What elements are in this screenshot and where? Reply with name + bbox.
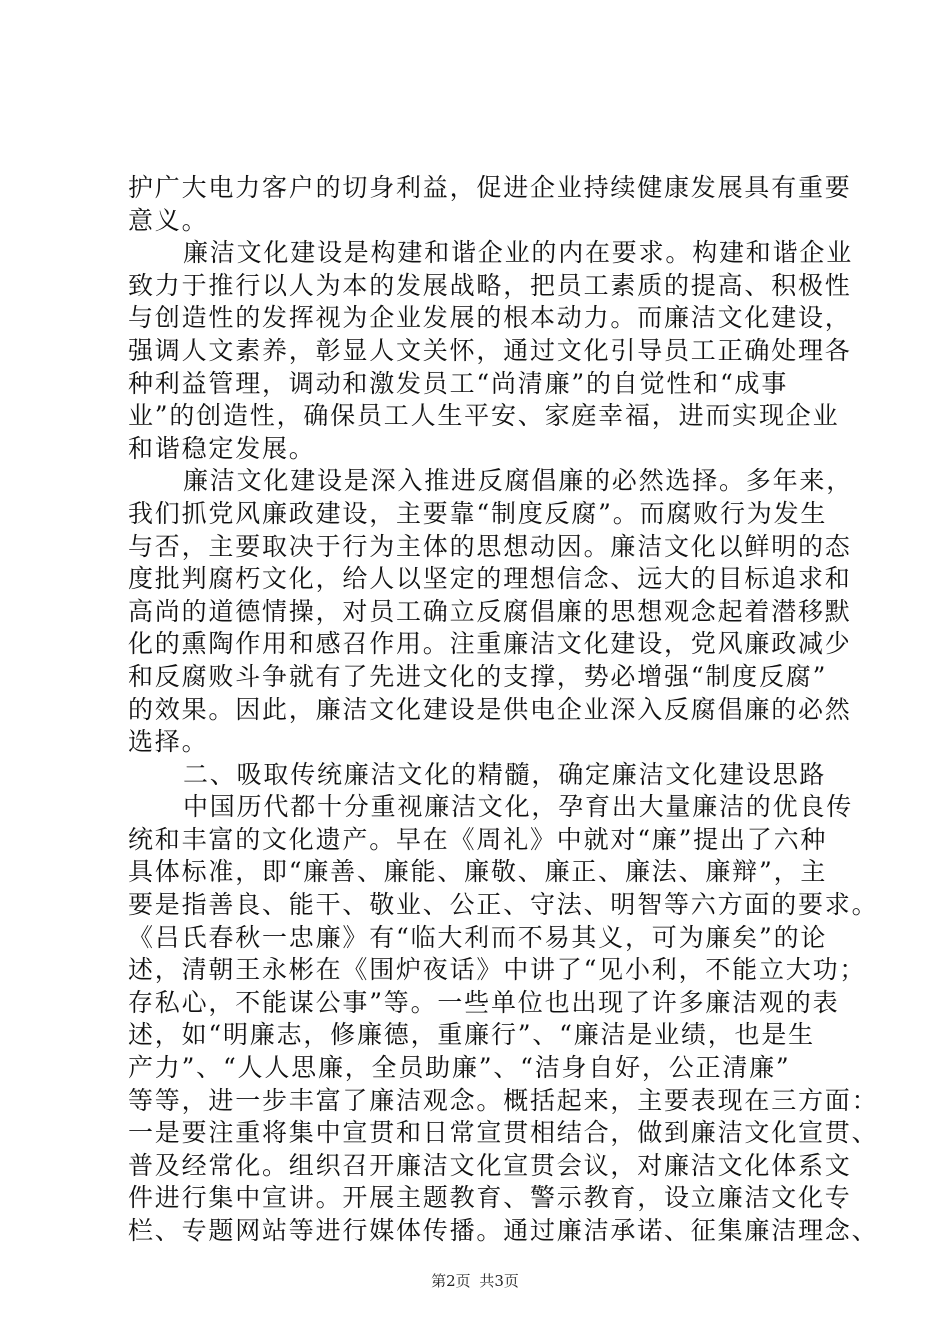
text-line: 和反腐败斗争就有了先进文化的支撑，势必增强“制度反腐” [128,661,828,691]
text-line: 普及经常化。组织召开廉洁文化宣贯会议，对廉洁文化体系文 [128,1150,852,1180]
text-line: 存私心，不能谋公事”等。一些单位也出现了许多廉洁观的表 [128,987,840,1017]
page-number: 第2页 [431,1272,471,1290]
page-footer [0,1270,950,1291]
section-heading: 二、吸取传统廉洁文化的精髓，确定廉洁文化建设思路 [183,759,827,789]
text-line: 统和丰富的文化遗产。早在《周礼》中就对“廉”提出了六种 [128,824,828,854]
body-text [128,172,879,1248]
text-line: 一是要注重将集中宣贯和日常宣贯相结合，做到廉洁文化宣贯、 [128,1118,879,1148]
text-line: 和谐稳定发展。 [128,433,316,463]
text-line: 件进行集中宣讲。开展主题教育、警示教育，设立廉洁文化专 [128,1183,852,1213]
text-line: 《吕氏春秋一忠廉》有“临大利而不易其义，可为廉矣”的论 [128,922,828,952]
text-line: 要是指善良、能干、敬业、公正、守法、明智等六方面的要求。 [128,890,879,920]
text-line: 化的熏陶作用和感召作用。注重廉洁文化建设，党风廉政减少 [128,629,852,659]
text-line: 高尚的道德情操，对员工确立反腐倡廉的思想观念起着潜移默 [128,596,852,626]
page-total: 共3页 [479,1272,519,1290]
text-line: 意义。 [128,205,209,235]
paragraph-start-line: 廉洁文化建设是构建和谐企业的内在要求。构建和谐企业 [183,238,854,268]
text-line: 述，如“明廉志，修廉德，重廉行”、“廉洁是业绩，也是生 [128,1020,815,1050]
text-line: 栏、专题网站等进行媒体传播。通过廉洁承诺、征集廉洁理念、 [128,1216,879,1245]
paragraph-start-line: 中国历代都十分重视廉洁文化，孕育出大量廉洁的优良传 [183,792,854,822]
paragraph-start-line: 廉洁文化建设是深入推进反腐倡廉的必然选择。多年来， [183,466,854,496]
text-line: 护广大电力客户的切身利益，促进企业持续健康发展具有重要 [128,173,852,202]
text-line: 选择。 [128,727,209,757]
text-line: 述，清朝王永彬在《围炉夜话》中讲了“见小利，不能立大功； [128,955,867,985]
text-line: 强调人文素养，彰显人文关怀，通过文化引导员工正确处理各 [128,335,852,365]
text-line: 的效果。因此，廉洁文化建设是供电企业深入反腐倡廉的必然 [128,694,852,724]
text-line: 产力”、“人人思廉，全员助廉”、“洁身自好，公正清廉” [128,1053,791,1083]
text-line: 致力于推行以人为本的发展战略，把员工素质的提高、积极性 [128,270,852,300]
text-line: 业”的创造性，确保员工人生平安、家庭幸福，进而实现企业 [128,401,840,431]
text-line: 我们抓党风廉政建设，主要靠“制度反腐”。而腐败行为发生 [128,498,828,528]
text-line: 与创造性的发挥视为企业发展的根本动力。而廉洁文化建设， [128,303,852,333]
text-line: 具体标准，即“廉善、廉能、廉敬、廉正、廉法、廉辩”，主 [128,857,828,887]
text-line: 等等，进一步丰富了廉洁观念。概括起来，主要表现在三方面： [128,1085,879,1115]
text-line: 度批判腐朽文化，给人以坚定的理想信念、远大的目标追求和 [128,564,852,594]
text-line: 种利益管理，调动和激发员工“尚清廉”的自觉性和“成事 [128,368,789,398]
text-line: 与否，主要取决于行为主体的思想动因。廉洁文化以鲜明的态 [128,531,852,561]
